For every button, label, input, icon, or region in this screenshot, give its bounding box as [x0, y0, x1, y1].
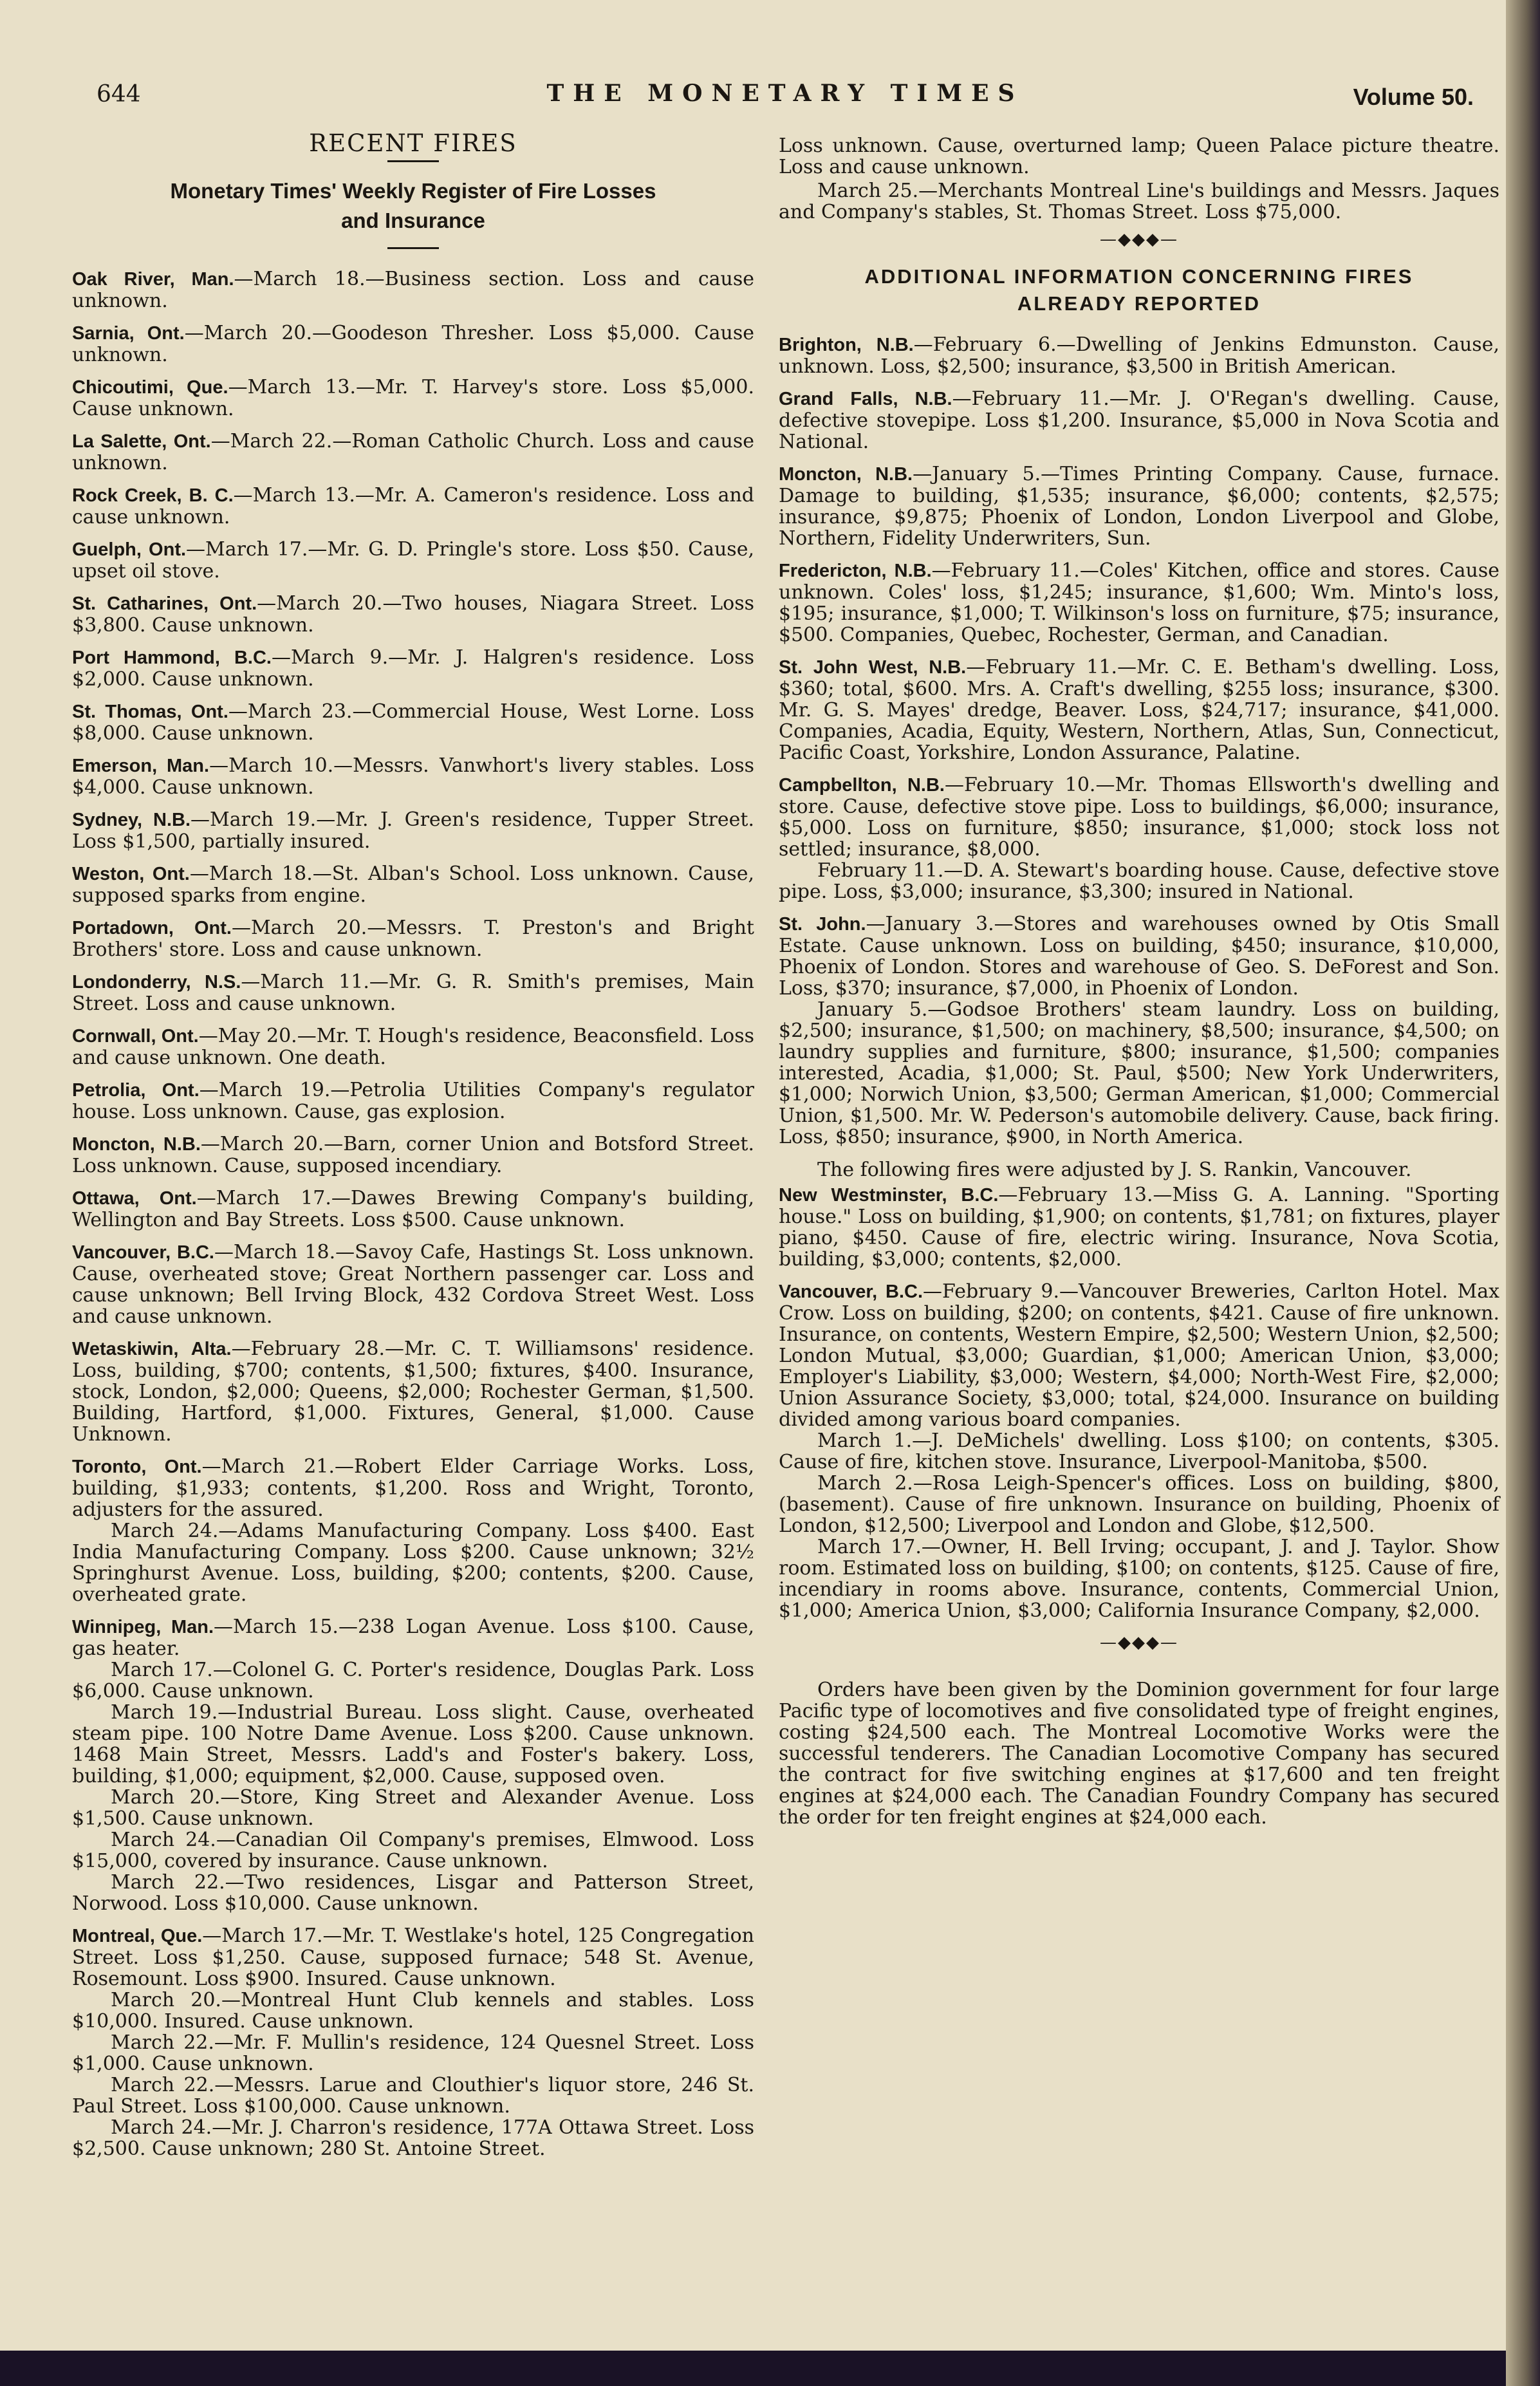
entry-text: [779, 657, 1499, 763]
entry-text: [72, 701, 754, 744]
entry-body: —February 13.—Miss G. A. Lanning. "Sporting house." Loss on building, $1,900; on contents, $1,781; on fixtures, player piano, $450. Cause of fire, electric wiring. Insurance, Nova Scotia, building, $3,000; contents, $2,000.: [779, 1184, 1499, 1271]
fire-entry: [72, 647, 754, 690]
entry-place: St. John.: [779, 914, 866, 935]
entry-place: Emerson, Man.: [72, 756, 210, 776]
fire-entry: [72, 701, 754, 744]
entry-body: —March 20.—Two houses, Niagara Street. Loss $3,800. Cause unknown.: [72, 592, 755, 637]
page-binding-edge: [1506, 0, 1540, 2386]
additional-entries-list: [779, 334, 1499, 1148]
fire-entry: [72, 1025, 754, 1068]
entry-text: [72, 971, 754, 1014]
fire-entry: [72, 1338, 754, 1445]
entry-text: [72, 863, 754, 906]
entry-text: [72, 593, 754, 636]
entry-body: —March 11.—Mr. G. R. Smith's premises, Main Street. Loss and cause unknown.: [72, 971, 754, 1015]
fire-entry: [72, 1925, 754, 2159]
entry-text: [72, 1133, 754, 1177]
entry-place: Moncton, N.B.: [72, 1134, 201, 1155]
carryover-paragraph: March 25.—Merchants Montreal Line's buildings and Messrs. Jaques and Company's stables, St. Thomas Street. Loss $75,000.: [779, 180, 1499, 223]
fire-entry: [72, 755, 754, 798]
entry-place: Londonderry, N.S.: [72, 972, 241, 993]
fire-entry: [779, 463, 1499, 549]
entry-body: —March 15.—238 Logan Avenue. Loss $100. Cause, gas heater.: [72, 1616, 754, 1660]
ornament-divider: —◆◆◆—: [1100, 1633, 1178, 1652]
entry-continuation: March 24.—Canadian Oil Company's premises, Elmwood. Loss $15,000, covered by insurance. Cause unknown.: [72, 1829, 754, 1872]
entry-place: Port Hammond, B.C.: [72, 648, 272, 668]
entry-place: Grand Falls, N.B.: [779, 389, 952, 409]
heading-line: ADDITIONAL INFORMATION CONCERNING FIRES: [864, 265, 1414, 288]
fire-entry: [779, 657, 1499, 763]
entry-body: —March 9.—Mr. J. Halgren's residence. Loss $2,000. Cause unknown.: [72, 646, 754, 691]
entry-place: Chicoutimi, Que.: [72, 377, 228, 398]
entry-place: Brighton, N.B.: [779, 335, 914, 355]
fire-entry: [72, 593, 754, 636]
entry-place: Campbellton, N.B.: [779, 775, 945, 796]
entry-place: Fredericton, N.B.: [779, 561, 932, 581]
entry-body: —March 19.—Mr. J. Green's residence, Tupper Street. Loss $1,500, partially insured.: [72, 808, 754, 853]
entry-body: —March 13.—Mr. T. Harvey's store. Loss $5,000. Cause unknown.: [72, 376, 754, 420]
entry-place: Toronto, Ont.: [72, 1457, 202, 1477]
entry-place: Portadown, Ont.: [72, 918, 232, 938]
entry-body: —February 11.—Coles' Kitchen, office and stores. Cause unknown. Coles' loss, $1,245; insurance, $1,600; Wm. Minto's loss, $195; insurance, $1,000; T. Wilkinson's loss on furniture, $75; insurance, $500. Companies, Quebec, Rochester, German, and Canadian.: [779, 559, 1499, 646]
entry-place: Vancouver, B.C.: [779, 1282, 923, 1302]
fire-entry: [72, 431, 754, 474]
entry-body: —February 11.—Mr. J. O'Regan's dwelling. Cause, defective stovepipe. Loss $1,200. Insurance, $5,000 in Nova Scotia and National.: [779, 387, 1499, 453]
entry-text: [72, 1079, 754, 1123]
entry-place: Wetaskiwin, Alta.: [72, 1339, 232, 1359]
entry-place: Vancouver, B.C.: [72, 1242, 214, 1263]
entry-body: —March 17.—Dawes Brewing Company's building, Wellington and Bay Streets. Loss $500. Cause unknown.: [72, 1187, 754, 1231]
entry-body: —March 17.—Mr. T. Westlake's hotel, 125 Congregation Street. Loss $1,250. Cause, supposed furnace; 548 St. Avenue, Rosemount. Loss $900. Insured. Cause unknown.: [72, 1925, 754, 1990]
entry-continuation: March 2.—Rosa Leigh-Spencer's offices. Loss on building, $800, (basement). Cause of fire unknown. Insurance on building, Phoenix of London, $12,500; Liverpool and London and Globe, $12,500.: [779, 1472, 1499, 1537]
entry-place: Oak River, Man.: [72, 269, 234, 290]
title-rule: [387, 160, 439, 162]
entry-continuation: March 22.—Mr. F. Mullin's residence, 124 Quesnel Street. Loss $1,000. Cause unknown.: [72, 2031, 754, 2075]
section-title: RECENT FIRES: [309, 129, 517, 157]
fire-entry: [72, 1079, 754, 1123]
entry-text: [72, 377, 754, 420]
entry-text: [72, 539, 754, 582]
entry-place: St. Catharines, Ont.: [72, 593, 257, 614]
fire-entry: [72, 322, 754, 366]
fire-entry: [72, 917, 754, 960]
entry-text: [72, 1456, 754, 1520]
fire-entry: [72, 377, 754, 420]
fire-entry: [72, 1133, 754, 1177]
entry-body: —March 20.—Messrs. T. Preston's and Bright Brothers' store. Loss and cause unknown.: [72, 917, 754, 961]
entry-text: [779, 463, 1499, 549]
closing-paragraph: Orders have been given by the Dominion government for four large Pacific type of locomotives and five consolidated type of freight engines, costing $24,500 each. The Montreal Locomotive Works were the successful tenderers. The Canadian Locomotive Company has secured the contract for five switching engines at $17,600 and ten freight engines at $24,000 each. The Canadian Foundry Company has secured the order for ten freight engines at $24,000 each.: [779, 1679, 1499, 1829]
fire-entry: [72, 809, 754, 852]
carryover-text: [779, 135, 1499, 223]
entry-text: [72, 809, 754, 852]
entry-text: [779, 913, 1499, 999]
entry-body: —February 10.—Mr. Thomas Ellsworth's dwelling and store. Cause, defective stove pipe. Loss to buildings, $6,000; insurance, $5,000. Loss on furniture, $850; insurance, $1,000; stock loss not settled; insurance, $8,000.: [779, 774, 1499, 861]
fire-entry: [72, 1616, 754, 1914]
entry-body: —March 20.—Barn, corner Union and Botsford Street. Loss unknown. Cause, supposed incendiary.: [72, 1133, 754, 1177]
entry-place: La Salette, Ont.: [72, 431, 211, 452]
entry-text: [72, 1338, 754, 1445]
entry-place: St. John West, N.B.: [779, 657, 967, 678]
fire-entry: [779, 774, 1499, 902]
entry-body: —March 22.—Roman Catholic Church. Loss and cause unknown.: [72, 430, 754, 474]
left-column: [72, 129, 754, 2170]
entry-place: Sarnia, Ont.: [72, 323, 185, 344]
subtitle-line: Monetary Times' Weekly Register of Fire Losses: [170, 179, 656, 203]
entry-body: —February 11.—Mr. C. E. Betham's dwelling. Loss, $360; total, $600. Mrs. A. Craft's dwelling, $255 loss; insurance, $300. Mr. G. S. Mayes' dredge, Beaver. Loss, $24,717; insurance, $41,000. Companies, Acadia, Equity, Western, Northern, Atlas, Sun, Connecticut, Pacific Coast, Yorkshire, London Assurance, Palatine.: [779, 656, 1499, 764]
entry-text: [72, 1925, 754, 1990]
entry-place: Guelph, Ont.: [72, 539, 187, 560]
fire-entry: [779, 560, 1499, 646]
fire-entry: [72, 485, 754, 528]
entry-body: —March 18.—Business section. Loss and cause unknown.: [72, 268, 754, 312]
entry-text: [72, 647, 754, 690]
entry-body: —January 3.—Stores and warehouses owned by Otis Small Estate. Cause unknown. Loss on building, $450; insurance, $10,000, Phoenix of London. Stores and warehouse of Geo. S. DeForest and Son. Loss, $370; insurance, $7,000, in Phoenix of London.: [779, 913, 1499, 1000]
entry-continuation: March 1.—J. DeMichels' dwelling. Loss $100; on contents, $305. Cause of fire, kitchen stove. Insurance, Liverpool-Manitoba, $500.: [779, 1430, 1499, 1473]
entry-place: St. Thomas, Ont.: [72, 702, 228, 722]
entry-text: [72, 1616, 754, 1659]
adjusted-entries-list: [779, 1184, 1499, 1621]
entry-text: [72, 917, 754, 960]
fire-entry: [72, 539, 754, 582]
entry-continuation: January 5.—Godsoe Brothers' steam laundry. Loss on building, $2,500; insurance, $1,500; on machinery, $8,500; insurance, $4,500; on laundry supplies and furniture, $800; insurance, $1,500; companies interested, Acadia, $1,000; St. Paul, $500; New York Underwriters, $1,000; Norwich Union, $3,500; German American, $1,000; Commercial Union, $1,500. Mr. W. Pederson's automobile delivery. Cause, back firing. Loss, $850; insurance, $900, in North America.: [779, 998, 1499, 1148]
entry-body: —March 18.—St. Alban's School. Loss unknown. Cause, supposed sparks from engine.: [72, 862, 754, 907]
entry-text: [72, 485, 754, 528]
entry-body: —March 18.—Savoy Cafe, Hastings St. Loss unknown. Cause, overheated stove; Great Northern passenger car. Loss and cause unknown; Bell Irving Block, 432 Cordova Street West. Loss and cause unknown.: [72, 1241, 755, 1328]
entry-text: [779, 560, 1499, 646]
volume-label: Volume 50.: [1353, 84, 1474, 110]
entry-place: Sydney, N.B.: [72, 810, 191, 830]
fire-entry: [72, 1456, 754, 1605]
heading-line: ALREADY REPORTED: [1017, 292, 1261, 315]
fire-entry: [72, 1188, 754, 1231]
fire-entry: [779, 388, 1499, 452]
entry-continuation: February 11.—D. A. Stewart's boarding house. Cause, defective stove pipe. Loss, $3,000; insurance, $3,300; insured in National.: [779, 859, 1499, 903]
entry-body: —March 20.—Goodeson Thresher. Loss $5,000. Cause unknown.: [72, 322, 754, 366]
entry-place: Petrolia, Ont.: [72, 1080, 199, 1101]
entry-text: [72, 1188, 754, 1231]
entry-body: —February 6.—Dwelling of Jenkins Edmunston. Cause, unknown. Loss, $2,500; insurance, $3,500 in British American.: [779, 333, 1499, 378]
fire-entry: [779, 1184, 1499, 1270]
entry-text: [72, 1242, 754, 1327]
entry-place: Moncton, N.B.: [779, 464, 913, 485]
entry-body: —March 19.—Petrolia Utilities Company's regulator house. Loss unknown. Cause, gas explosion.: [72, 1079, 754, 1123]
entry-body: —March 23.—Commercial House, West Lorne. Loss $8,000. Cause unknown.: [72, 700, 755, 745]
entry-place: Weston, Ont.: [72, 864, 190, 884]
entry-body: —March 10.—Messrs. Vanwhort's livery stables. Loss $4,000. Cause unknown.: [72, 754, 754, 799]
entry-text: [72, 755, 754, 798]
fire-entry: [72, 971, 754, 1014]
fire-entry: [72, 268, 754, 312]
carryover-paragraph: Loss unknown. Cause, overturned lamp; Queen Palace picture theatre. Loss and cause unknown.: [779, 135, 1499, 178]
page-number: 644: [97, 81, 141, 107]
entry-place: Ottawa, Ont.: [72, 1188, 197, 1209]
entry-text: [779, 1281, 1499, 1430]
entry-continuation: March 17.—Owner, H. Bell Irving; occupant, J. and J. Taylor. Show room. Estimated loss on building, $100; on contents, $125. Cause of fire, incendiary in rooms above. Insurance, contents, Commercial Union, $1,000; America Union, $3,000; California Insurance Company, $2,000.: [779, 1536, 1499, 1622]
fire-entry: [72, 863, 754, 906]
fire-entry: [779, 1281, 1499, 1621]
entry-continuation: March 22.—Messrs. Larue and Clouthier's liquor store, 246 St. Paul Street. Loss $100,000. Cause unknown.: [72, 2074, 754, 2118]
fire-entries-list: [72, 268, 754, 2159]
fire-entry: [779, 913, 1499, 1148]
entry-text: [779, 774, 1499, 860]
section-subtitle: [72, 176, 754, 236]
entry-body: —May 20.—Mr. T. Hough's residence, Beaconsfield. Loss and cause unknown. One death.: [72, 1025, 754, 1069]
entry-body: —March 17.—Mr. G. D. Pringle's store. Loss $50. Cause, upset oil stove.: [72, 538, 754, 583]
entry-continuation: March 24.—Adams Manufacturing Company. Loss $400. East India Manufacturing Company. Loss $200. Cause unknown; 32½ Springhurst Avenue. Loss, building, $200; contents, $200. Cause, overheated grate.: [72, 1520, 754, 1606]
entry-body: —March 13.—Mr. A. Cameron's residence. Loss and cause unknown.: [72, 484, 754, 528]
entry-body: —February 9.—Vancouver Breweries, Carlton Hotel. Max Crow. Loss on building, $200; on contents, $421. Cause of fire unknown. Insurance, on contents, Western Empire, $2,500; Western Union, $2,500; London Mutual, $3,000; Guardian, $1,000; American Union, $3,000; Employer's Liability, $3,000; Western, $4,000; North-West Fire, $2,000; Union Assurance Society, $3,000; total, $24,000. Insurance on building divided among various board companies.: [779, 1280, 1499, 1431]
entry-continuation: March 24.—Mr. J. Charron's residence, 177A Ottawa Street. Loss $2,500. Cause unknown; 280 St. Antoine Street.: [72, 2116, 754, 2160]
right-column: [779, 135, 1499, 1847]
entry-body: —January 5.—Times Printing Company. Cause, furnace. Damage to building, $1,535; insurance, $6,000; contents, $2,575; insurance, $9,875; Phoenix of London, London Liverpool and Globe, Northern, Fidelity Underwriters, Sun.: [779, 463, 1499, 550]
entry-place: Cornwall, Ont.: [72, 1026, 199, 1047]
entry-text: [72, 322, 754, 366]
entry-place: Rock Creek, B. C.: [72, 485, 234, 506]
entry-text: [779, 1184, 1499, 1270]
subtitle-rule: [387, 247, 439, 249]
entry-body: —February 28.—Mr. C. T. Williamsons' residence. Loss, building, $700; contents, $1,500; fixtures, $400. Insurance, stock, London, $2,000; Queens, $2,000; Rochester German, $1,500. Building, Hartford, $1,000. Fixtures, General, $1,000. Cause Unknown.: [72, 1337, 754, 1446]
entry-continuation: March 19.—Industrial Bureau. Loss slight. Cause, overheated steam pipe. 100 Notre Dame Avenue. Loss $200. Cause unknown. 1468 Main Street, Messrs. Ladd's and Foster's bakery. Loss, building, $1,000; equipment, $2,000. Cause, supposed oven.: [72, 1701, 754, 1787]
entry-text: [72, 1025, 754, 1068]
entry-text: [72, 431, 754, 474]
entry-continuation: March 20.—Store, King Street and Alexander Avenue. Loss $1,500. Cause unknown.: [72, 1786, 754, 1830]
fire-entry: [72, 1242, 754, 1327]
entry-text: [779, 388, 1499, 452]
entry-continuation: March 20.—Montreal Hunt Club kennels and stables. Loss $10,000. Insured. Cause unknown.: [72, 1989, 754, 2033]
additional-info-heading: [779, 263, 1499, 317]
fire-entry: [779, 334, 1499, 377]
adjusted-intro: The following fires were adjusted by J. S. Rankin, Vancouver.: [817, 1159, 1412, 1181]
entry-continuation: March 22.—Two residences, Lisgar and Patterson Street, Norwood. Loss $10,000. Cause unknown.: [72, 1871, 754, 1915]
entry-continuation: March 17.—Colonel G. C. Porter's residence, Douglas Park. Loss $6,000. Cause unknown.: [72, 1659, 754, 1702]
entry-text: [72, 268, 754, 312]
entry-body: —March 21.—Robert Elder Carriage Works. Loss, building, $1,933; contents, $1,200. Ross and Wright, Toronto, adjusters for the assured.: [72, 1455, 754, 1521]
journal-title: THE MONETARY TIMES: [546, 80, 1024, 107]
ornament-divider: —◆◆◆—: [1100, 230, 1178, 249]
entry-place: Montreal, Que.: [72, 1926, 203, 1946]
running-header: [97, 76, 1474, 115]
entry-place: New Westminster, B.C.: [779, 1185, 999, 1206]
entry-text: [779, 334, 1499, 377]
subtitle-line: and Insurance: [341, 209, 485, 232]
entry-place: Winnipeg, Man.: [72, 1617, 214, 1637]
